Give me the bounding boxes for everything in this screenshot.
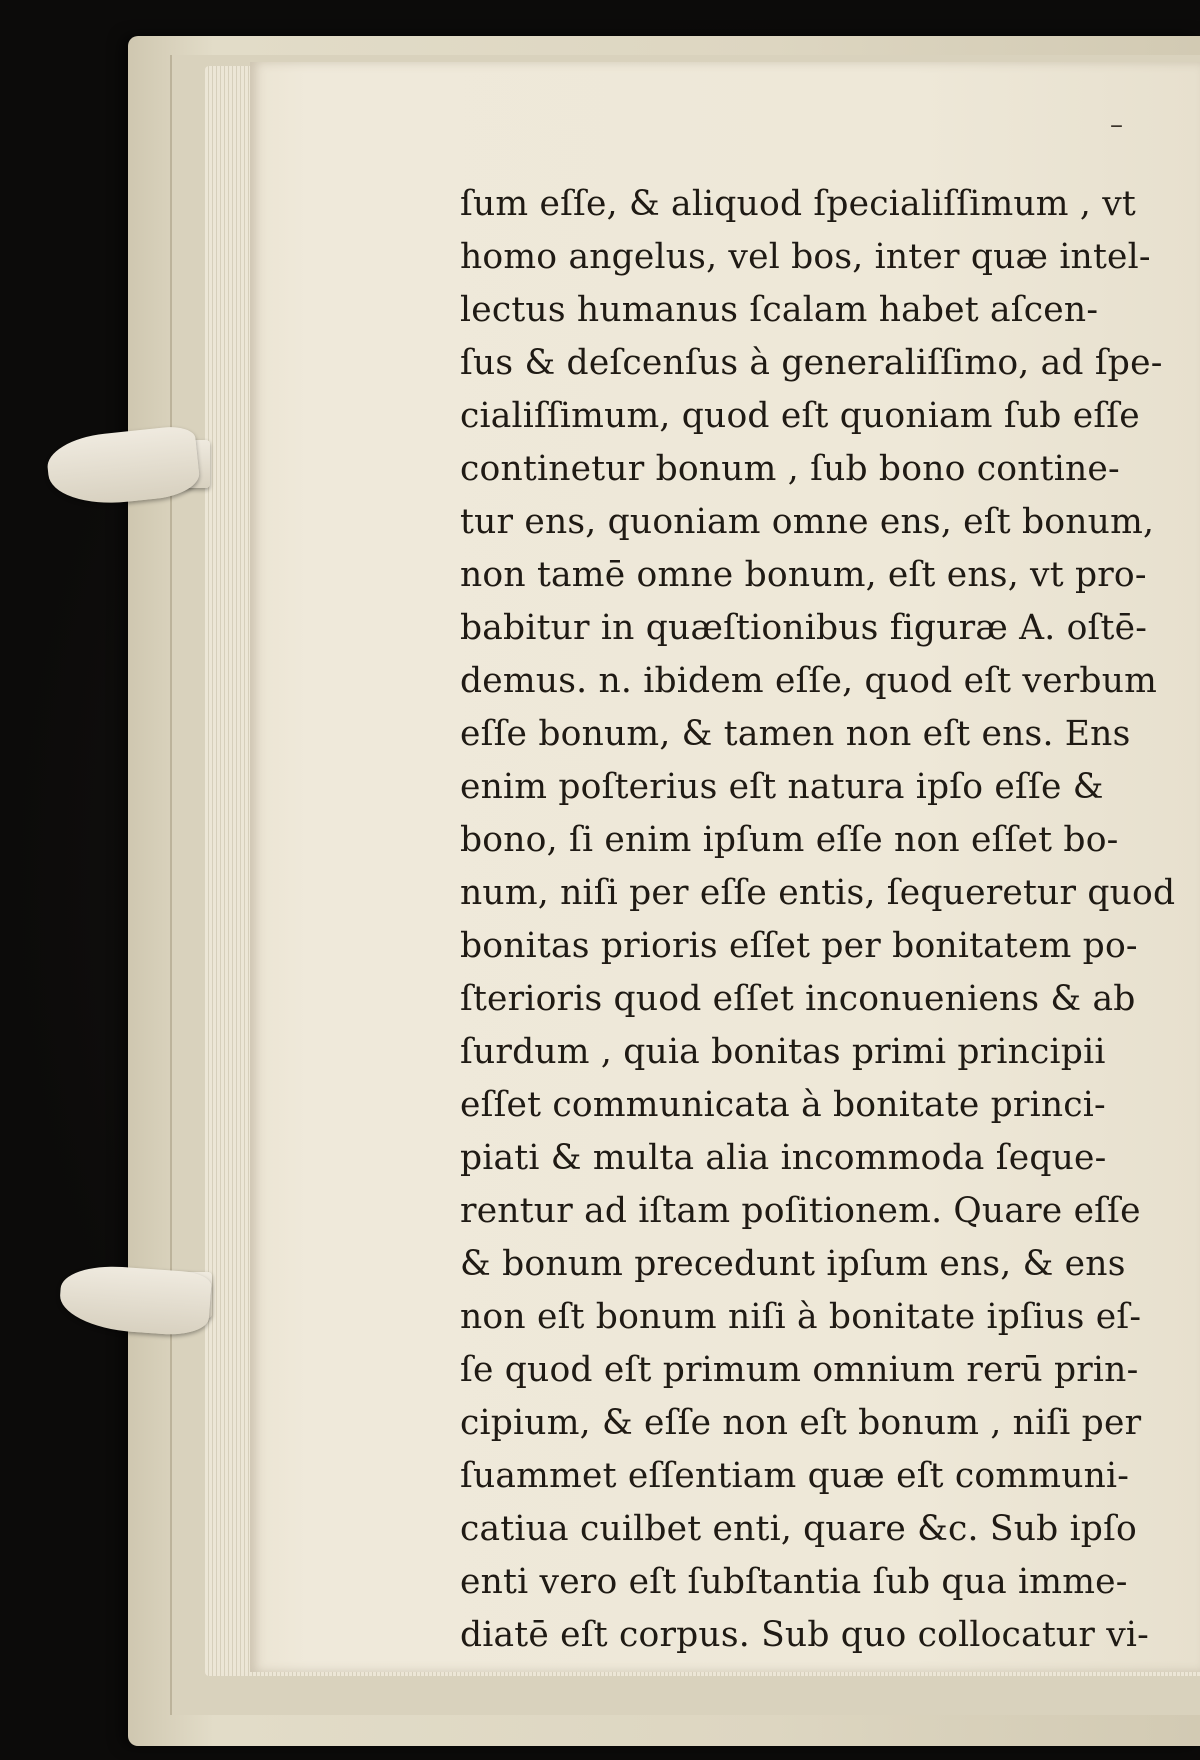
text-line: bono, ſi enim ipſum eſſe non eſſet bo- (460, 820, 1119, 860)
text-line: & bonum precedunt ipſum ens, & ens (460, 1244, 1126, 1284)
text-line: ſuammet eſſentiam quæ eſt communi- (460, 1456, 1130, 1496)
text-line: lectus humanus ſcalam habet aſcen- (460, 290, 1099, 330)
text-line: ſurdum , quia bonitas primi principii (460, 1032, 1106, 1072)
text-line: enim poſterius eſt natura ipſo eſſe & (460, 767, 1104, 807)
text-line: enti vero eſt ſubſtantia ſub qua imme- (460, 1562, 1128, 1602)
text-line: ſus & deſcenſus à generaliſſimo, ad ſpe- (460, 343, 1163, 383)
text-line: num, niſi per eſſe entis, ſequeretur quod (460, 873, 1176, 913)
page-text (460, 178, 1176, 1662)
text-line: non tamē omne bonum, eſt ens, vt pro- (460, 555, 1147, 595)
text-line: homo angelus, vel bos, inter quæ intel- (460, 237, 1151, 277)
text-line: diatē eſt corpus. Sub quo collocatur vi- (460, 1615, 1149, 1655)
text-line: non eſt bonum niſi à bonitate ipſius eſ- (460, 1297, 1142, 1337)
text-line: continetur bonum , ſub bono contine- (460, 449, 1120, 489)
text-line: ſum eſſe, & aliquod ſpecialiſſimum , vt (460, 184, 1136, 224)
text-line: tur ens, quoniam omne ens, eſt bonum, (460, 502, 1155, 542)
text-line: piati & multa alia incommoda ſeque- (460, 1138, 1107, 1178)
text-line: ſterioris quod eſſet inconueniens & ab (460, 979, 1136, 1019)
text-line: bonitas prioris eſſet per bonitatem po- (460, 926, 1138, 966)
text-line: cipium, & eſſe non eſt bonum , niſi per (460, 1403, 1142, 1443)
text-line: ſe quod eſt primum omnium rerū prin- (460, 1350, 1139, 1390)
text-line: babitur in quæſtionibus figuræ A. oſtē- (460, 608, 1148, 648)
text-line: catiua cuilbet enti, quare &c. Sub ipſo (460, 1509, 1138, 1549)
folio-mark: – (1110, 110, 1123, 140)
text-line: demus. n. ibidem eſſe, quod eſt verbum (460, 661, 1158, 701)
text-line: cialiſſimum, quod eſt quoniam ſub eſſe (460, 396, 1140, 436)
text-line: eſſe bonum, & tamen non eſt ens. Ens (460, 714, 1131, 754)
text-line: eſſet communicata à bonitate princi- (460, 1085, 1106, 1125)
text-line: rentur ad iſtam poſitionem. Quare eſſe (460, 1191, 1141, 1231)
